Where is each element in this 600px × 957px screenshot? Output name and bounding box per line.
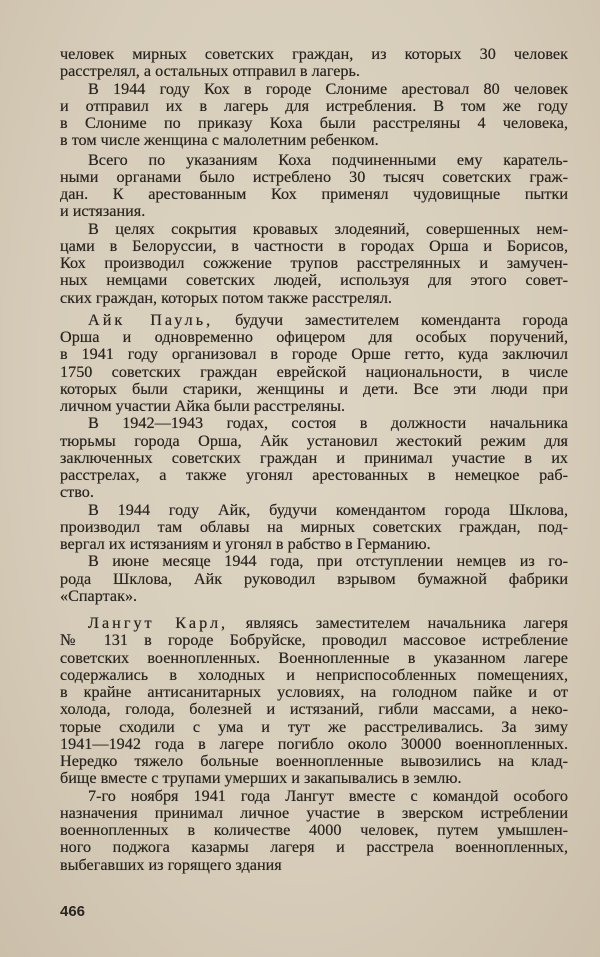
- line-text: «Спартак».: [60, 587, 138, 605]
- text-line: [60, 502, 568, 519]
- paragraph: [60, 553, 568, 605]
- line-text: Орша и одновременно офицером для особых поручений,: [60, 329, 568, 346]
- text-line: [60, 203, 568, 220]
- line-text: Нередко тяжело больные военнопленные вывозились на клад-: [60, 753, 568, 770]
- text-line: [60, 805, 568, 822]
- line-text: цами в Белоруссии, в частности в городах Орша и Борисов,: [60, 237, 568, 255]
- line-text: военнопленных в количестве 4000 человек, путем умышлен-: [60, 822, 568, 839]
- line-text: личном участии Айка были расстреляны.: [60, 398, 346, 415]
- text-line: [60, 632, 568, 649]
- text-line: [60, 132, 568, 149]
- text-line: [60, 46, 568, 63]
- paragraph: [60, 502, 568, 554]
- text-line: [60, 255, 568, 272]
- line-text: в 1941 году организовал в городе Орше гетто, куда заключил: [60, 346, 568, 364]
- text-line: [60, 238, 568, 255]
- line-text: № 131 в городе Бобруйске, проводил массовое истребление: [60, 632, 568, 650]
- text-line: [60, 98, 568, 115]
- paragraph: [60, 152, 568, 221]
- text-line: [60, 519, 568, 536]
- book-page-text: [60, 46, 568, 874]
- text-line: [60, 115, 568, 132]
- text-line: [60, 553, 568, 570]
- text-line: [60, 272, 568, 289]
- person-name: Айк Пауль,: [88, 311, 214, 329]
- text-line: [60, 650, 568, 667]
- text-line: [60, 588, 568, 605]
- text-line: [60, 753, 568, 770]
- text-line: [60, 290, 568, 307]
- line-text: ного поджога казармы лагеря и расстрела военнопленных,: [60, 839, 568, 857]
- line-text: Всего по указаниям Коха подчиненными ему каратель-: [88, 151, 568, 169]
- line-text: В 1944 году Айк, будучи комендантом города Шклова,: [88, 501, 568, 519]
- line-text: расстрелял, а остальных отправил в лагерь.: [60, 63, 360, 81]
- text-line: [60, 398, 568, 415]
- line-text: и истязания.: [60, 203, 146, 221]
- text-line: [60, 719, 568, 736]
- line-text: назначения принимал личное участие в зверском истреблении: [60, 804, 568, 822]
- line-text: 1750 советских граждан еврейской национальности, в числе: [60, 363, 568, 381]
- text-line: [60, 667, 568, 684]
- text-line: [60, 839, 568, 856]
- paragraph: [60, 788, 568, 874]
- page-number: 466: [60, 903, 86, 920]
- line-text: которых были старики, женщины и дети. Все эти люди при: [60, 380, 568, 398]
- line-text: Кох производил сожжение трупов расстрелянных и замучен-: [60, 255, 568, 272]
- text-line: [60, 221, 568, 238]
- line-text: производил там облавы на мирных советских граждан, под-: [60, 518, 568, 536]
- person-name: Лангут Карл,: [88, 615, 229, 632]
- text-line: [60, 615, 568, 632]
- text-line: [60, 571, 568, 588]
- paragraph: [60, 46, 568, 81]
- text-line: [60, 684, 568, 701]
- line-text: В 1944 году Кох в городе Слониме арестовал 80 человек: [88, 80, 568, 98]
- text-line: [60, 433, 568, 450]
- text-line: [60, 329, 568, 346]
- line-text: в Слониме по приказу Коха были расстреляны 4 человека,: [60, 115, 568, 132]
- line-text: В 1942—1943 годах, состоя в должности начальника: [88, 415, 568, 433]
- text-line: [60, 484, 568, 501]
- paragraph: [60, 415, 568, 501]
- text-line: [60, 152, 568, 169]
- text-line: [60, 770, 568, 787]
- text-line: [60, 536, 568, 553]
- line-text: холода, голода, болезней и истязаний, гибли массами, а неко-: [60, 701, 568, 719]
- line-text: 7-го ноября 1941 года Лангут вместе с командой особого: [88, 787, 568, 805]
- line-text: вергал их истязаниям и угонял в рабство в Германию.: [60, 536, 431, 553]
- line-text: ными органами было истреблено 30 тысяч советских граж-: [60, 168, 568, 186]
- text-line: [60, 467, 568, 484]
- line-text: ных немцами советских людей, используя для этого совет-: [60, 272, 568, 290]
- line-text: 1941—1942 года в лагере погибло около 30000 военнопленных.: [60, 735, 568, 753]
- line-text: В целях сокрытия кровавых злодеяний, совершенных нем-: [88, 220, 568, 238]
- text-line: [60, 701, 568, 718]
- text-line: [60, 186, 568, 203]
- text-line: [60, 169, 568, 186]
- text-line: [60, 415, 568, 432]
- line-text: ских граждан, которых потом также расстрелял.: [60, 289, 392, 307]
- text-line: [60, 381, 568, 398]
- line-text: являясь заместителем начальника лагеря: [228, 615, 568, 632]
- text-line: [60, 788, 568, 805]
- line-text: будучи заместителем коменданта города: [213, 311, 568, 329]
- line-text: заключенных советских граждан и принимал участие в их: [60, 449, 568, 467]
- paragraph: [60, 81, 568, 150]
- line-text: и отправил их в лагерь для истребления. В том же году: [60, 97, 568, 115]
- line-text: содержались в холодных и неприспособленных помещениях,: [60, 666, 568, 684]
- line-text: В июне месяце 1944 года, при отступлении немцев из го-: [88, 553, 568, 571]
- line-text: в крайне антисанитарных условиях, на голодном пайке и от: [60, 684, 568, 701]
- line-text: выбегавших из горящего здания: [60, 856, 282, 874]
- paragraph: [60, 221, 568, 307]
- line-text: тюрьмы города Орша, Айк установил жестокий режим для: [60, 432, 568, 450]
- paragraph: [60, 615, 568, 788]
- text-line: [60, 312, 568, 329]
- text-line: [60, 857, 568, 874]
- line-text: рода Шклова, Айк руководил взрывом бумажной фабрики: [60, 570, 568, 588]
- line-text: человек мирных советских граждан, из которых 30 человек: [60, 46, 568, 63]
- text-line: [60, 346, 568, 363]
- text-line: [60, 736, 568, 753]
- line-text: в том числе женщина с малолетним ребенком.: [60, 132, 379, 150]
- line-text: ство.: [60, 484, 94, 502]
- paragraph: [60, 312, 568, 416]
- text-line: [60, 450, 568, 467]
- line-text: советских военнопленных. Военнопленные в указанном лагере: [60, 649, 568, 667]
- text-line: [60, 63, 568, 80]
- text-line: [60, 822, 568, 839]
- line-text: торые сходили с ума и тут же расстреливались. За зиму: [60, 718, 568, 736]
- line-text: дан. К арестованным Кох применял чудовищные пытки: [60, 186, 568, 203]
- line-text: расстрелах, а также угонял арестованных в немецкое раб-: [60, 467, 568, 484]
- text-line: [60, 364, 568, 381]
- line-text: бище вместе с трупами умерших и закапывались в землю.: [60, 770, 462, 788]
- text-line: [60, 81, 568, 98]
